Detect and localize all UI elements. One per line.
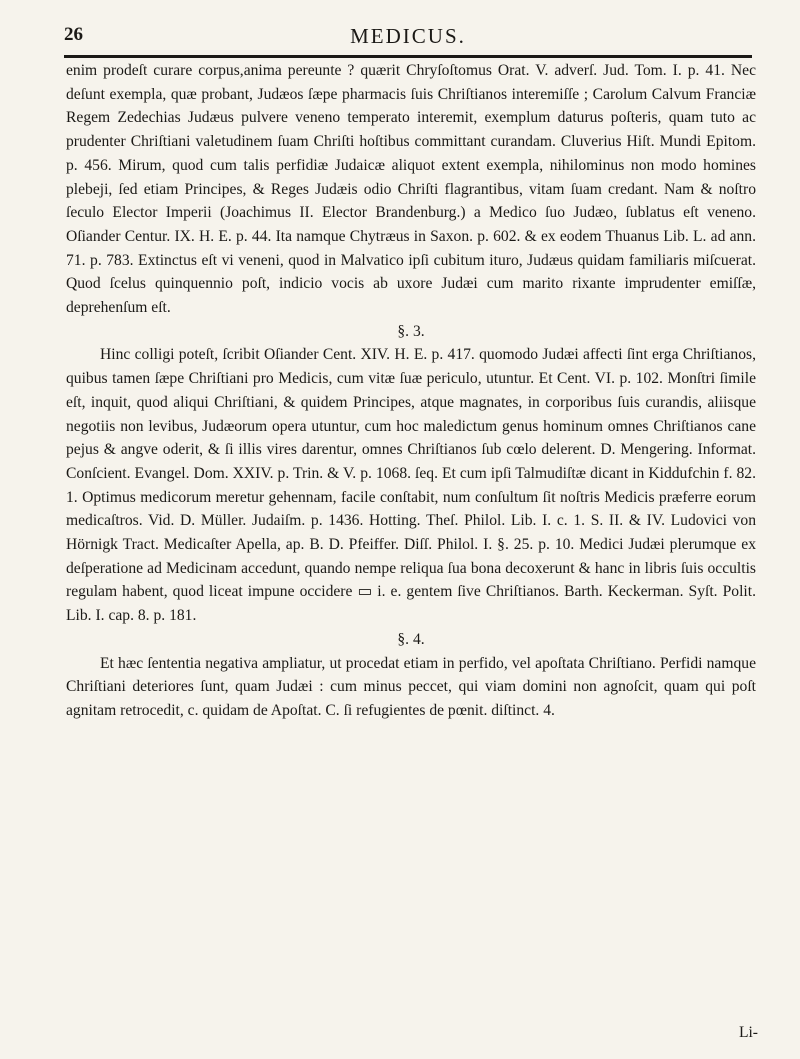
paragraph-section-4: Et hæc ſententia negativa ampliatur, ut procedat etiam in perfido, vel apoſtata Chriſtiano. Perfidi namque Chriſtiani deteriores ſunt, quam Judæi : cum minus peccet, qui viam domini non agnoſcit, quam qui poſt agnitam retrocedit, c. quidam de Apoſtat. C. ſi refugientes de pœnit. diſtinct. 4. [66,654,756,719]
body-text [66,59,756,723]
paragraph-continuation: enim prodeſt curare corpus,anima pereunte ? quærit Chryſoſtomus Orat. V. adverſ. Jud. Tom. I. p. 41. Nec deſunt exempla, quæ probant, Judæos ſæpe pharmacis ſuis Chriſtianos interemiſſe ; Carolum Calvum Franciæ Regem Zedechias Judæus pulvere veneno temperato interemit, exemplum daturus poſteris, quam tuto ac prudenter Chriſtiani valetudinem ſuam Chriſti hoſtibus committant curandam. Cluverius Hiſt. Mundi Epitom. p. 456. Mirum, quod cum talis perfidiæ Judaicæ aliquot extent exempla, nihilominus non modo homines plebeji, ſed etiam Principes, & Reges Judæis odio Chriſti flagrantibus, vitam ſuam credant. Nam & noſtro ſeculo Elector Imperii (Joachimus II. Elector Brandenburg.) a Medico ſuo Judæo, ſublatus eſt veneno. Oſiander Centur. IX. H. E. p. 44. Ita namque Chytræus in Saxon. p. 602. & ex eodem Thuanus Lib. L. ad ann. 71. p. 783. Extinctus eſt vi veneni, quod in Malvatico ipſi cubitum ituro, Judæus quidam familiaris miſcuerat. Quod ſcelus quinquennio poſt, indicio vocis ab uxore Judæi cum marito rixante imprudenter emiſſæ, deprehenſum eſt. [66,62,756,317]
page-header [64,12,752,56]
section-mark-3: §. 3. [397,322,425,340]
paragraph-section-3: Hinc colligi poteſt, ſcribit Oſiander Cent. XIV. H. E. p. 417. quomodo Judæi affecti ſint erga Chriſtianos, quibus tamen ſæpe Chriſtiani pro Medicis, cum vitæ ſuæ periculo, utuntur. Et Cent. VI. p. 102. Monſtri ſimile eſt, inquit, quod aliqui Chriſtiani, & quidem Principes, atque magnates, in corporibus ſuis curandis, aliisque negotiis non levibus, Judæorum opera utuntur, cum hoc maledictum genus hominum omnes Chriſtianos cane pejus & angve oderit, & ſi illis vires darentur, omnes Chriſtianos ſub cœlo delerent. D. Mengering. Informat. Conſcient. Evangel. Dom. XXIV. p. Trin. & V. p. 1068. ſeq. Et cum ipſi Talmudiſtæ dicant in Kiddufchin f. 82. 1. Optimus medicorum meretur gehennam, facile conſtabit, num conſultum ſit noſtris Medicis præferre eorum medicaſtros. Vid. D. Müller. Judaiſm. p. 1436. Hotting. Theſ. Philol. Lib. I. c. 1. S. II. & IV. Ludovici von Hörnigk Tract. Medicaſter Apella, ap. B. D. Pfeiffer. Diſſ. Philol. I. §. 25. p. 10. Medici Judæi plerumque ex deſperatione ad Medicinam accedunt, quando nempe reliqua ſua bona decoxerunt & hanc in libris ſuis occultis regulam habent, quod liceat impune occidere ▭ i. e. gentem ſive Chriſtianos. Barth. Keckerman. Syſt. Polit. Lib. I. cap. 8. p. 181. [66,346,756,625]
section-mark-4: §. 4. [397,630,425,648]
running-head: MEDICUS. [350,24,466,48]
catchword: Li- [738,1024,758,1041]
header-rule [64,55,752,58]
page-number: 26 [64,24,83,45]
